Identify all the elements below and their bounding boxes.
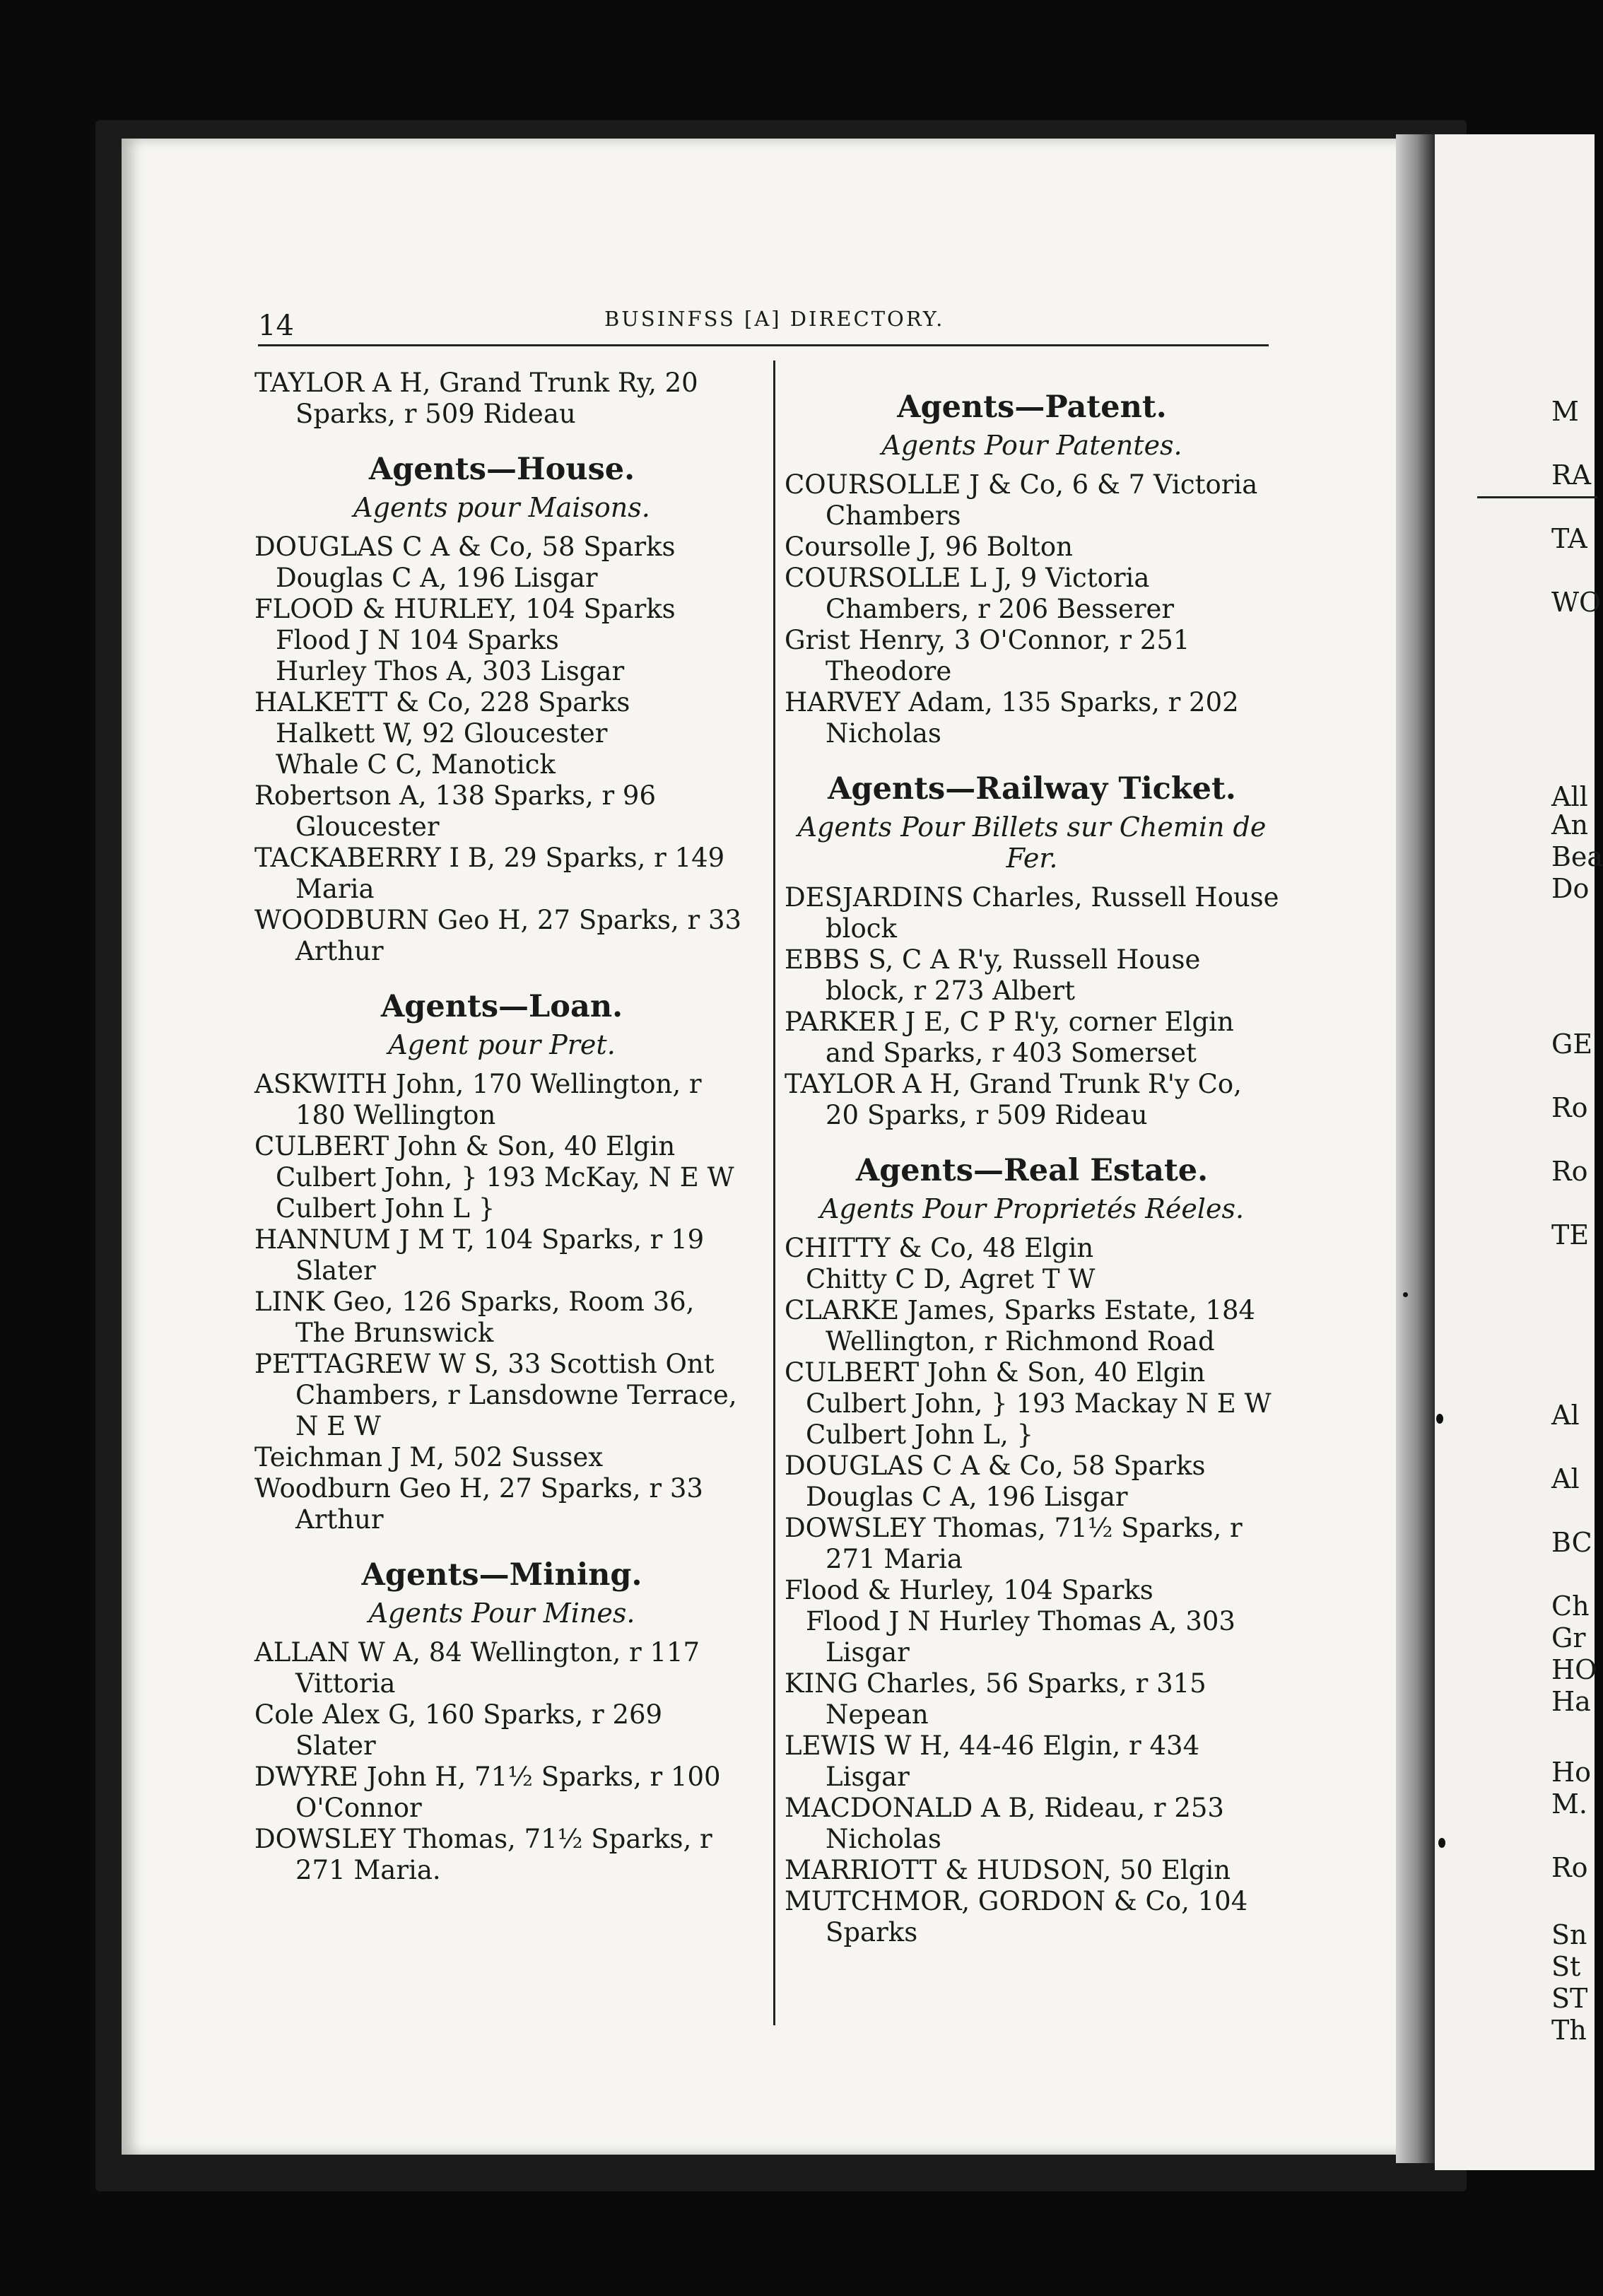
- adjacent-page-fragment: Ro: [1551, 1156, 1588, 1187]
- directory-entry: HARVEY Adam, 135 Sparks, r 202 Nicholas: [785, 687, 1239, 749]
- directory-entry: Coursolle J, 96 Bolton: [785, 532, 1073, 562]
- directory-entry: CULBERT John & Son, 40 Elgin: [785, 1357, 1206, 1388]
- adjacent-page-edge: [1435, 134, 1603, 2170]
- running-title: BUSINFSS [A] DIRECTORY.: [604, 307, 945, 331]
- adjacent-page-fragment: RA: [1551, 459, 1592, 491]
- directory-subentry: Whale C C, Manotick: [276, 749, 556, 780]
- section-heading: Agents—House.: [368, 452, 635, 487]
- adjacent-page-fragment: Th: [1551, 2015, 1587, 2046]
- directory-entry: Robertson A, 138 Sparks, r 96 Gloucester: [254, 780, 656, 842]
- directory-subentry: Culbert John, } 193 Mackay N E W: [806, 1388, 1272, 1419]
- directory-entry: Grist Henry, 3 O'Connor, r 251 Theodore: [785, 625, 1190, 686]
- directory-entry: CLARKE James, Sparks Estate, 184 Wellington, r Richmond Road: [785, 1295, 1256, 1357]
- adjacent-page-fragment: WO: [1551, 587, 1602, 618]
- directory-subentry: Flood J N Hurley Thomas A, 303 Lisgar: [806, 1606, 1235, 1668]
- section-heading: Agents—Mining.: [361, 1557, 642, 1593]
- adjacent-page-fragment: All: [1551, 781, 1588, 812]
- directory-entry: KING Charles, 56 Sparks, r 315 Nepean: [785, 1668, 1206, 1730]
- directory-subentry: Culbert John L }: [276, 1193, 495, 1224]
- header-rule: [258, 344, 1269, 346]
- directory-entry: MACDONALD A B, Rideau, r 253 Nicholas: [785, 1793, 1224, 1854]
- directory-entry: LINK Geo, 126 Sparks, Room 36, The Brunswick: [254, 1287, 695, 1348]
- adjacent-page-fragment: ST: [1551, 1983, 1588, 2014]
- adjacent-page-fragment: Do: [1551, 873, 1590, 904]
- directory-entry: Woodburn Geo H, 27 Sparks, r 33 Arthur: [254, 1473, 703, 1535]
- left-column: [254, 368, 749, 1886]
- adjacent-page-fragment: BC: [1551, 1527, 1592, 1558]
- adjacent-page-fragment: M: [1551, 396, 1579, 427]
- adjacent-page-fragment: HO: [1551, 1654, 1597, 1685]
- directory-entry: Flood & Hurley, 104 Sparks: [785, 1575, 1153, 1605]
- directory-entry: DOWSLEY Thomas, 71½ Sparks, r 271 Maria.: [254, 1824, 712, 1885]
- directory-subentry: Douglas C A, 196 Lisgar: [276, 563, 598, 593]
- directory-subentry: Douglas C A, 196 Lisgar: [806, 1482, 1128, 1512]
- directory-entry: Teichman J M, 502 Sussex: [254, 1442, 604, 1472]
- directory-entry: COURSOLLE J & Co, 6 & 7 Victoria Chambers: [785, 469, 1258, 531]
- directory-entry: TAYLOR A H, Grand Trunk R'y Co, 20 Sparks, r 509 Rideau: [785, 1069, 1242, 1130]
- adjacent-page-fragment: Sn: [1551, 1919, 1587, 1950]
- directory-entry: ALLAN W A, 84 Wellington, r 117 Vittoria: [254, 1637, 700, 1699]
- section-heading: Agents—Patent.: [897, 390, 1167, 425]
- section-subheading: Agents Pour Mines.: [368, 1598, 635, 1629]
- directory-entry: CULBERT John & Son, 40 Elgin: [254, 1131, 676, 1161]
- ink-speck: [1403, 1292, 1408, 1297]
- gutter-shadow: [1396, 134, 1435, 2163]
- directory-entry: MUTCHMOR, GORDON & Co, 104 Sparks: [785, 1886, 1248, 1948]
- section-heading: Agents—Railway Ticket.: [828, 771, 1236, 807]
- adjacent-page-fragment: TE: [1551, 1219, 1590, 1250]
- directory-entry: DOUGLAS C A & Co, 58 Sparks: [785, 1451, 1206, 1481]
- directory-entry: WOODBURN Geo H, 27 Sparks, r 33 Arthur: [254, 905, 742, 966]
- section-heading: Agents—Loan.: [380, 989, 623, 1024]
- directory-subentry: Hurley Thos A, 303 Lisgar: [276, 656, 625, 686]
- directory-entry: Cole Alex G, 160 Sparks, r 269 Slater: [254, 1699, 663, 1761]
- directory-subentry: Chitty C D, Agret T W: [806, 1264, 1096, 1294]
- adjacent-page-fragment: An: [1551, 809, 1588, 840]
- section-subheading: Agents Pour Billets sur Chemin de Fer.: [797, 812, 1267, 874]
- section-subheading: Agents Pour Patentes.: [881, 430, 1182, 461]
- directory-entry: ASKWITH John, 170 Wellington, r 180 Wellington: [254, 1069, 702, 1130]
- directory-entry: TAYLOR A H, Grand Trunk Ry, 20 Sparks, r 509 Rideau: [254, 368, 698, 429]
- adjacent-page-fragment: TA: [1551, 523, 1587, 554]
- ink-speck: [1436, 1414, 1443, 1424]
- directory-subentry: Halkett W, 92 Gloucester: [276, 718, 608, 749]
- directory-entry: HANNUM J M T, 104 Sparks, r 19 Slater: [254, 1224, 705, 1286]
- directory-entry: DESJARDINS Charles, Russell House block: [785, 882, 1279, 944]
- directory-entry: LEWIS W H, 44-46 Elgin, r 434 Lisgar: [785, 1730, 1200, 1792]
- adjacent-page-fragment: Al: [1551, 1463, 1580, 1494]
- adjacent-page-fragment: St: [1551, 1951, 1581, 1982]
- directory-entry: PETTAGREW W S, 33 Scottish Ont Chambers, r Lansdowne Terrace, N E W: [254, 1349, 737, 1441]
- adjacent-page-fragment: Ch: [1551, 1591, 1590, 1622]
- adjacent-page-fragment: Ro: [1551, 1092, 1588, 1123]
- directory-entry: CHITTY & Co, 48 Elgin: [785, 1233, 1094, 1263]
- adjacent-page-fragment: Ho: [1551, 1757, 1592, 1788]
- column-divider: [773, 361, 775, 2025]
- adjacent-page-fragment: Bea: [1551, 841, 1603, 872]
- adjacent-page-rule: [1477, 496, 1597, 498]
- directory-entry: EBBS S, C A R'y, Russell House block, r 273 Albert: [785, 944, 1201, 1006]
- page-number: 14: [258, 310, 294, 342]
- section-subheading: Agents pour Maisons.: [353, 492, 650, 523]
- directory-entry: COURSOLLE L J, 9 Victoria Chambers, r 206 Besserer: [785, 563, 1175, 624]
- adjacent-page-fragment: Gr: [1551, 1622, 1586, 1653]
- directory-entry: HALKETT & Co, 228 Sparks: [254, 687, 630, 718]
- directory-entry: DOWSLEY Thomas, 71½ Sparks, r 271 Maria: [785, 1513, 1243, 1574]
- directory-subentry: Flood J N 104 Sparks: [276, 625, 559, 655]
- section-heading: Agents—Real Estate.: [855, 1153, 1209, 1188]
- directory-entry: MARRIOTT & HUDSON, 50 Elgin: [785, 1855, 1231, 1885]
- adjacent-page-fragment: M.: [1551, 1788, 1587, 1820]
- directory-subentry: Culbert John L, }: [806, 1419, 1034, 1450]
- right-column: [785, 368, 1279, 1948]
- section-subheading: Agent pour Pret.: [388, 1029, 616, 1060]
- adjacent-page-fragment: GE: [1551, 1029, 1593, 1060]
- directory-subentry: Culbert John, } 193 McKay, N E W: [276, 1162, 734, 1193]
- directory-entry: DWYRE John H, 71½ Sparks, r 100 O'Connor: [254, 1762, 721, 1823]
- ink-speck: [1438, 1838, 1445, 1848]
- section-subheading: Agents Pour Proprietés Réeles.: [819, 1193, 1245, 1224]
- directory-entry: FLOOD & HURLEY, 104 Sparks: [254, 594, 676, 624]
- adjacent-page-fragment: Al: [1551, 1400, 1580, 1431]
- directory-entry: DOUGLAS C A & Co, 58 Sparks: [254, 532, 676, 562]
- adjacent-page-fragment: Ro: [1551, 1852, 1588, 1883]
- adjacent-page-fragment: Ha: [1551, 1686, 1591, 1717]
- directory-entry: TACKABERRY I B, 29 Sparks, r 149 Maria: [254, 843, 725, 904]
- directory-entry: PARKER J E, C P R'y, corner Elgin and Sparks, r 403 Somerset: [785, 1007, 1234, 1068]
